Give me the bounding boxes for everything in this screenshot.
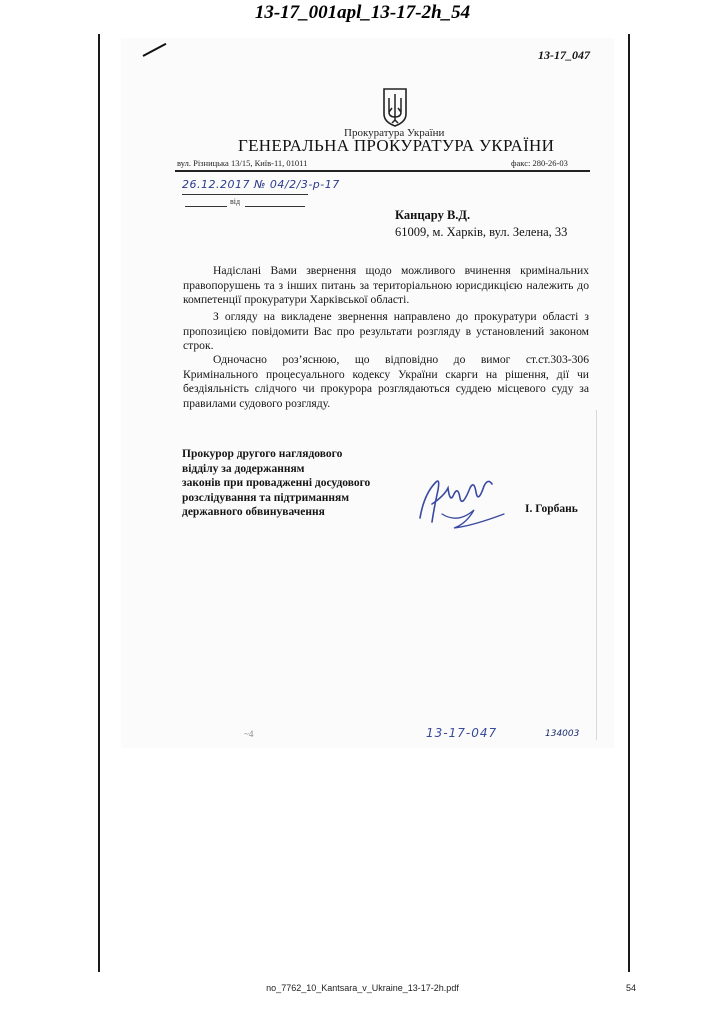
organization-subtitle: Прокуратура України — [344, 127, 445, 139]
recipient-name: Канцару В.Д. — [395, 208, 471, 222]
body-paragraph-3: Одночасно роз’яснюю, що відповідно до вимог ст.ст.303-306 Кримінального процесуального кодексу України скарги на рішення, дії чи бездіяльність слідчого чи прокурора розглядаються суддею місцевого суду за правилами судового розгляду. — [183, 353, 589, 410]
letterhead-rule — [175, 170, 590, 172]
stamp-reference: 13-17_047 — [538, 48, 590, 62]
body-paragraph-1: Надіслані Вами звернення щодо можливого вчинення кримінальних правопорушень та з інших питань за територіальною юрисдикцією належить до компетенції прокуратури Харківської області. — [183, 264, 589, 306]
faint-handwritten-mark: ~4 — [244, 729, 254, 739]
footer-filename: no_7762_10_Kantsara_v_Ukraine_13-17-2h.pdf — [266, 983, 459, 993]
organization-name: ГЕНЕРАЛЬНА ПРОКУРАТУРА УКРАЇНИ — [238, 136, 555, 155]
organization-fax: факс: 280-26-03 — [511, 158, 568, 168]
scan-fold-line — [596, 410, 597, 740]
from-label: від — [230, 197, 241, 206]
organization-address: вул. Різницька 13/15, Київ-11, 01011 — [177, 158, 308, 168]
right-page-border — [628, 34, 630, 972]
footer-page-number: 54 — [626, 983, 637, 993]
handwritten-reference: 13-17-047 — [426, 726, 498, 740]
date-underline — [182, 194, 308, 195]
outgoing-date-and-number: 26.12.2017 № 04/2/3-р-17 — [182, 178, 340, 191]
signatory-title: Прокурор другого наглядового відділу за додержанням законів при провадженні досудового розслідування та підтриманням державного обвинувачення — [182, 448, 371, 518]
from-line-right — [245, 206, 305, 207]
document-title: 13-17_001apl_13-17-2h_54 — [254, 2, 471, 23]
handwritten-number: 134003 — [545, 729, 580, 739]
signer-name: І. Горбань — [525, 503, 578, 515]
left-page-border — [98, 34, 100, 972]
handwritten-signature — [414, 474, 514, 530]
recipient-address: 61009, м. Харків, вул. Зелена, 33 — [395, 225, 568, 239]
body-paragraph-2: З огляду на викладене звернення направлено до прокуратури області з пропозицією повідомити Вас про результати розгляду в установлений законом строк. — [183, 310, 589, 352]
trident-emblem-icon — [380, 86, 410, 128]
from-line-left — [185, 206, 227, 207]
